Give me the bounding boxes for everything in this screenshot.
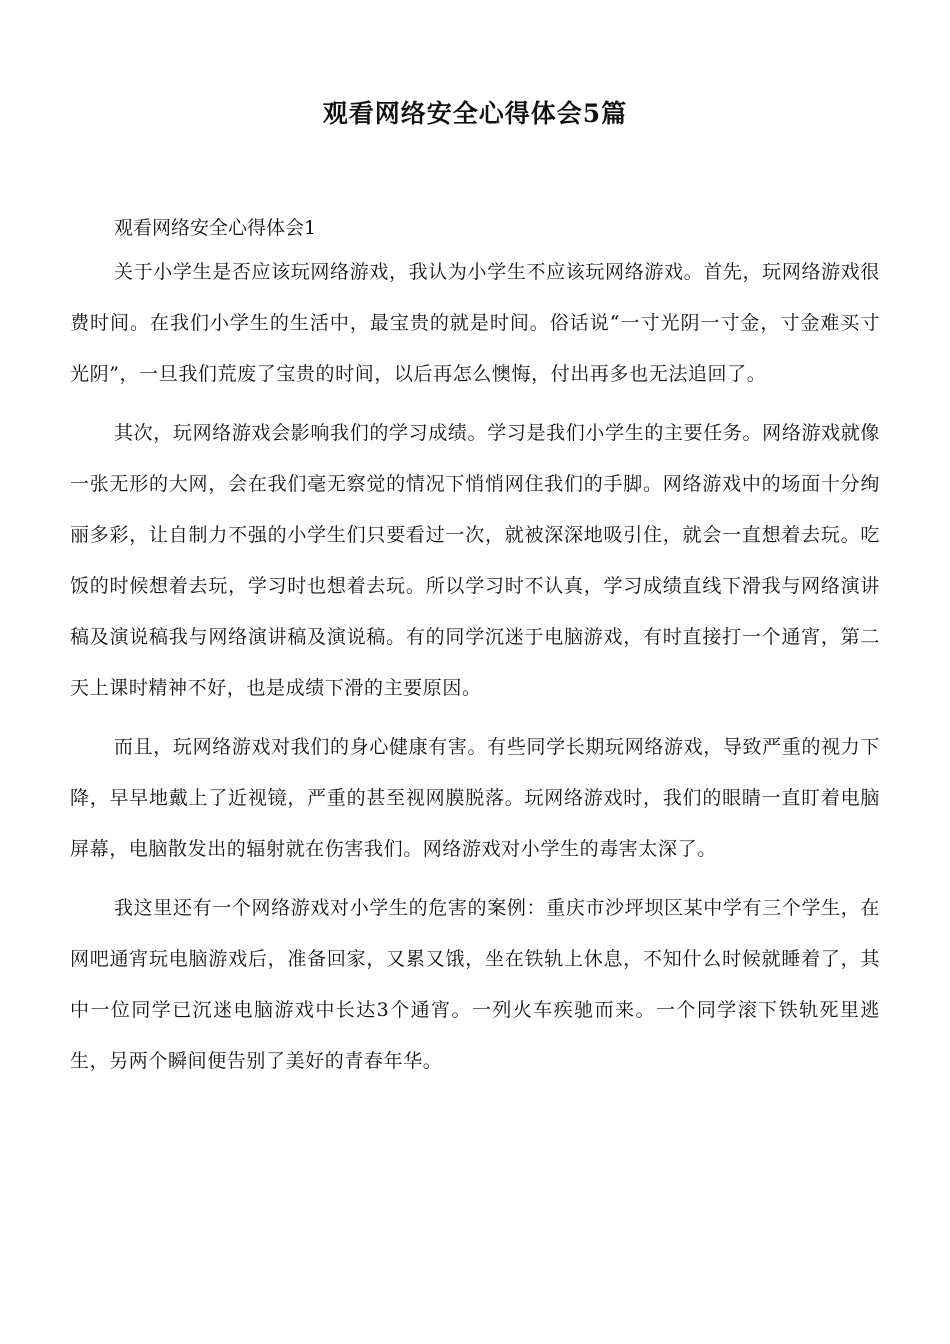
document-title: 观看网络安全心得体会5篇: [322, 99, 628, 128]
paragraph-2: 其次，玩网络游戏会影响我们的学习成绩。学习是我们小学生的主要任务。网络游戏就像一张无形的大网，会在我们毫无察觉的情况下悄悄网住我们的手脚。网络游戏中的场面十分绚丽多彩，让自制力不强的小学生们只要看过一次，就被深深地吸引住，就会一直想着去玩。吃饭的时候想着去玩，学习时也想着去玩。所以学习时不认真，学习成绩直线下滑我与网络演讲稿及演说稿我与网络演讲稿及演说稿。有的同学沉迷于电脑游戏，有时直接打一个通宵，第二天上课时精神不好，也是成绩下滑的主要原因。: [70, 422, 880, 699]
paragraph-1: 关于小学生是否应该玩网络游戏，我认为小学生不应该玩网络游戏。首先，玩网络游戏很费时间。在我们小学生的生活中，最宝贵的就是时间。俗话说“一寸光阴一寸金，寸金难买寸光阴”，一旦我们荒废了宝贵的时间，以后再怎么懊悔，付出再多也无法追回了。: [70, 261, 880, 385]
paragraph-4: 我这里还有一个网络游戏对小学生的危害的案例：重庆市沙坪坝区某中学有三个学生，在网吧通宵玩电脑游戏后，准备回家，又累又饿，坐在铁轨上休息，不知什么时候就睡着了，其中一位同学已沉迷电脑游戏中长达3个通宵。一列火车疾驰而来。一个同学滚下铁轨死里逃生，另两个瞬间便告别了美好的青春年华。: [70, 897, 880, 1072]
paragraph-3: 而且，玩网络游戏对我们的身心健康有害。有些同学长期玩网络游戏，导致严重的视力下降，早早地戴上了近视镜，严重的甚至视网膜脱落。玩网络游戏时，我们的眼睛一直盯着电脑屏幕，电脑散发出的辐射就在伤害我们。网络游戏对小学生的毒害太深了。: [70, 736, 880, 860]
section-heading: 观看网络安全心得体会1: [114, 217, 317, 239]
document-body: [70, 209, 880, 1087]
